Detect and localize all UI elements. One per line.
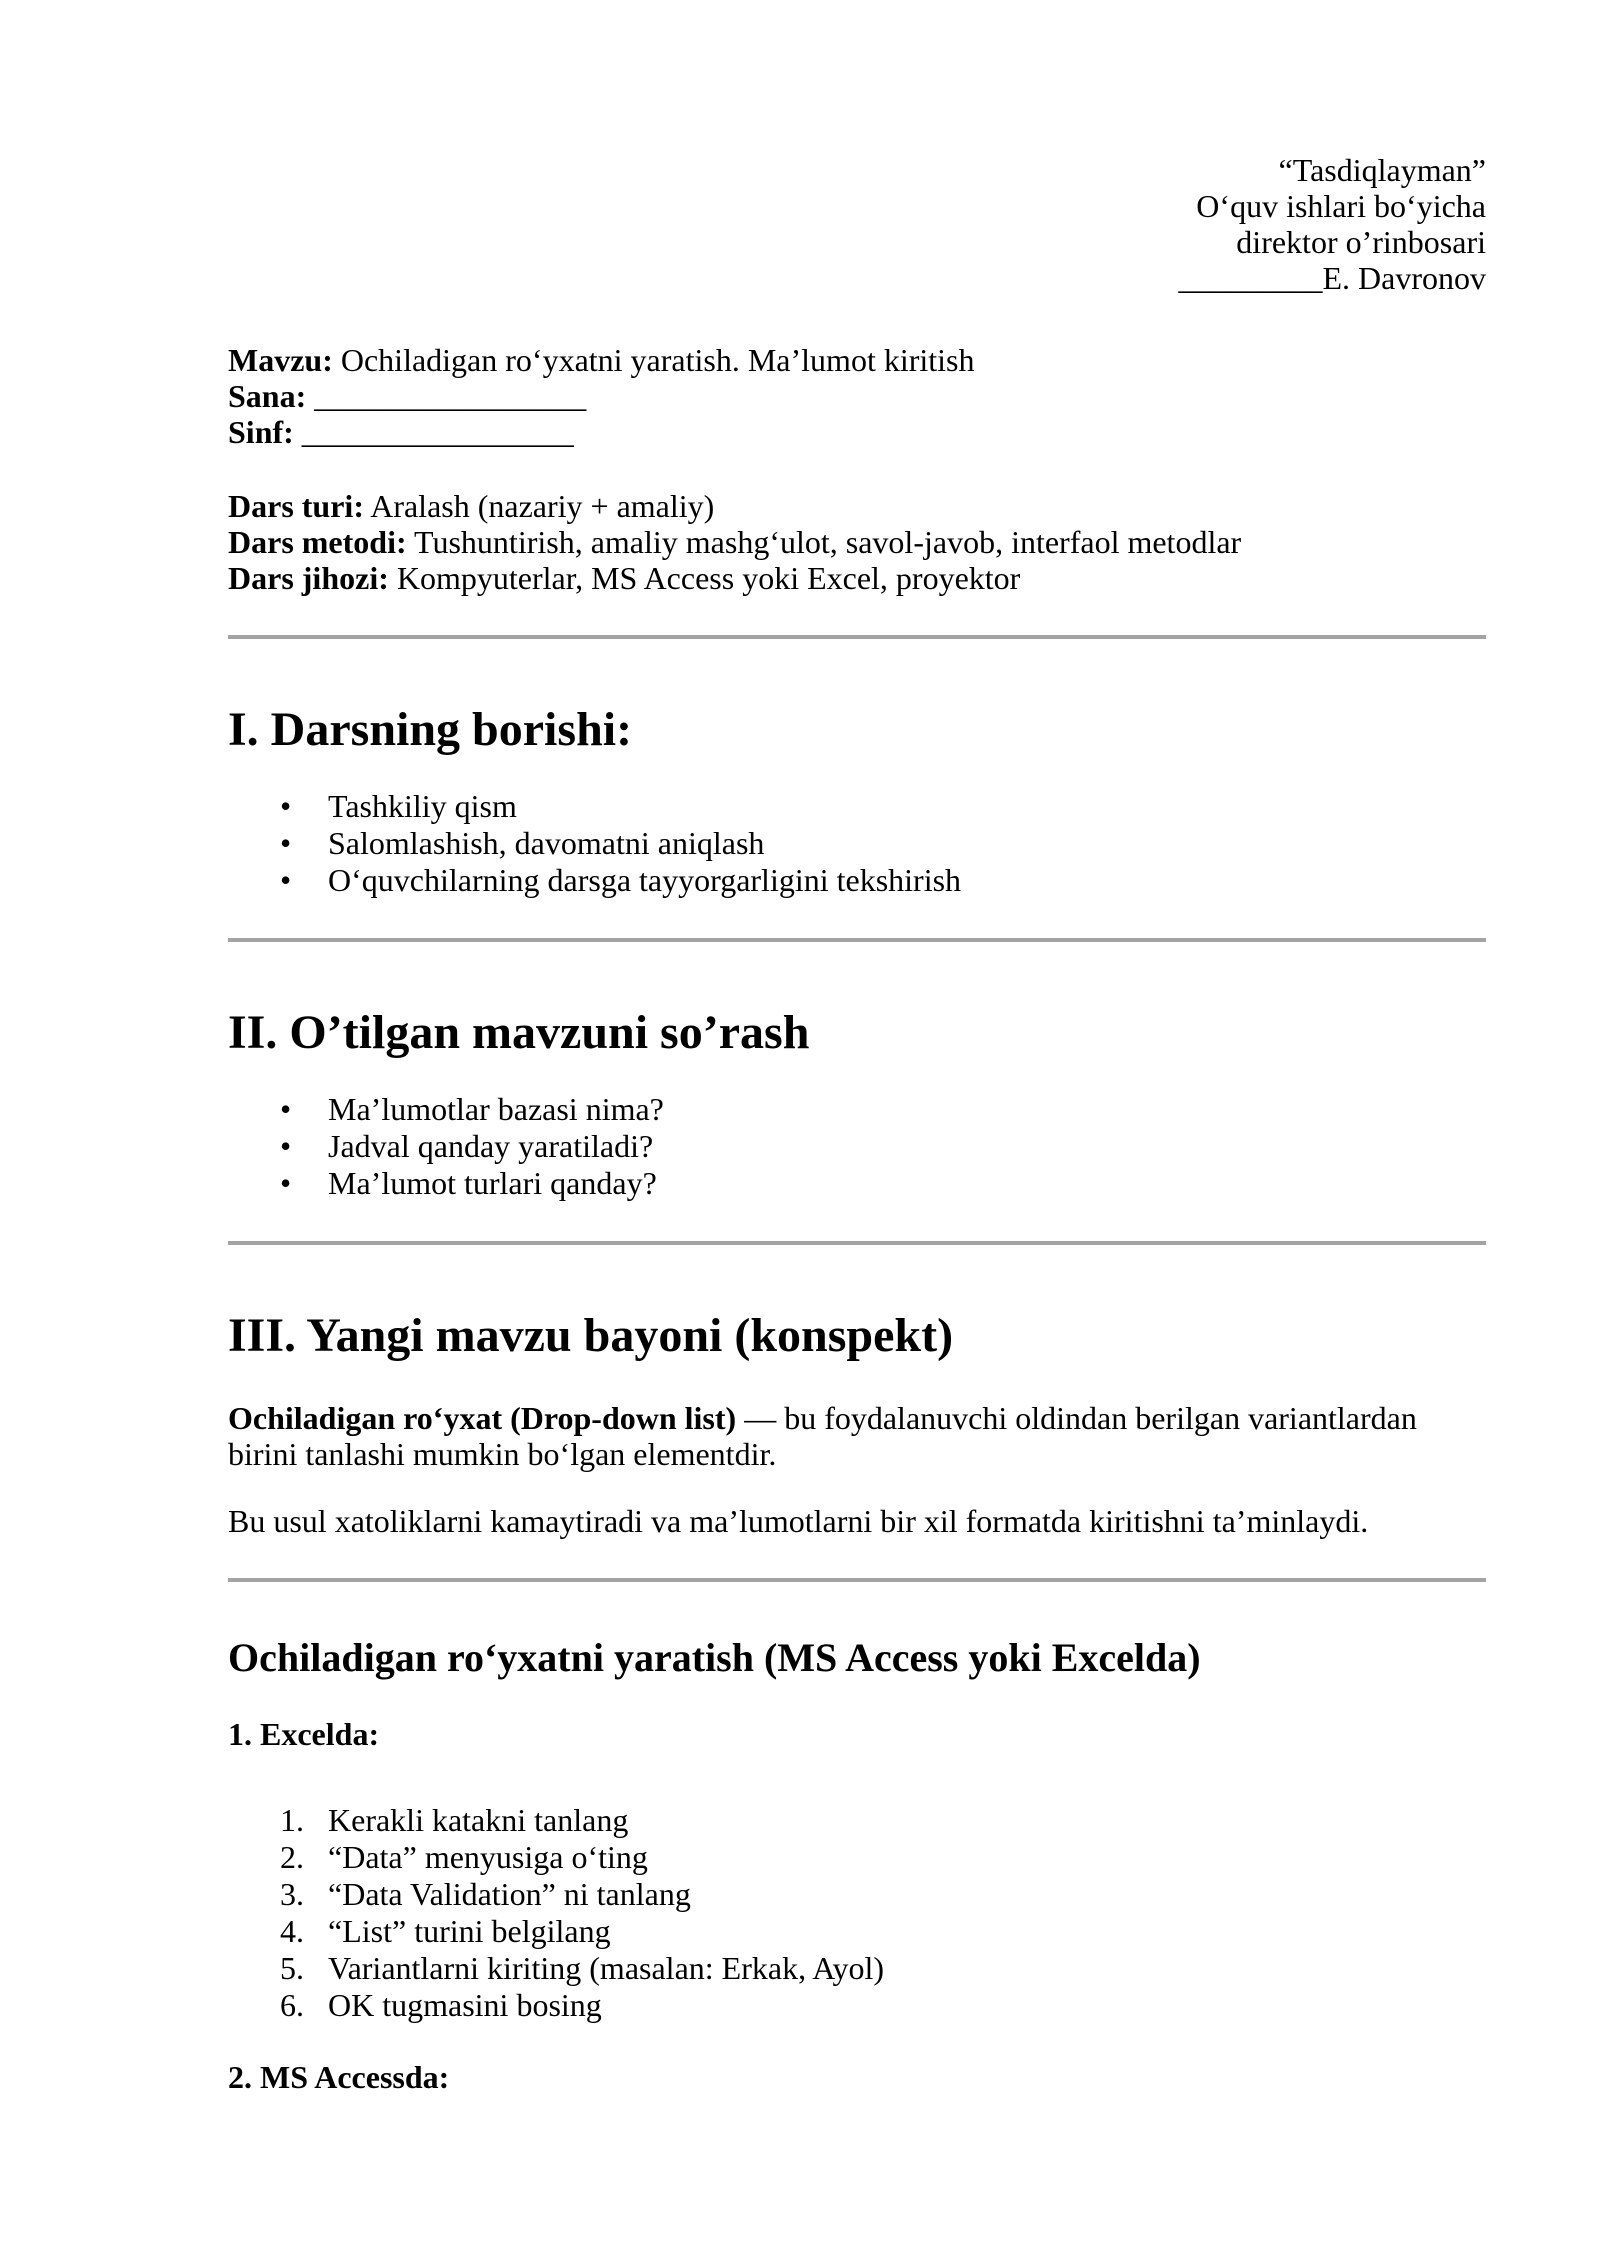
list-item	[228, 862, 1486, 899]
approval-line: O‘quv ishlari bo‘yicha	[1196, 188, 1486, 224]
field-sinf	[228, 414, 1486, 450]
list-item-text: Tashkiliy qism	[328, 788, 517, 824]
numbered-item	[228, 1876, 1486, 1913]
section-1-title: I. Darsning borishi:	[228, 703, 633, 756]
section-divider	[228, 1241, 1486, 1245]
document-content	[228, 0, 1486, 2096]
list-item	[228, 1091, 1486, 1128]
bullet-marker: •	[280, 825, 292, 861]
list-item-text: Ma’lumot turlari qanday?	[328, 1165, 657, 1201]
subsection-excel-title: 1. Excelda:	[228, 1716, 380, 1752]
dars-metodi-value: Tushuntirish, amaliy mashg‘ulot, savol-javob, interfaol metodlar	[414, 524, 1242, 560]
section-2-title: II. O’tilgan mavzuni so’rash	[228, 1006, 810, 1059]
section-2-bullet-list	[228, 1091, 1486, 1202]
detail-row-dars-jihozi	[228, 560, 1486, 596]
numbered-item-text: Kerakli katakni tanlang	[328, 1802, 629, 1838]
approval-line: “Tasdiqlayman”	[1278, 152, 1486, 188]
numbered-item-text: “List” turini belgilang	[328, 1913, 611, 1949]
numbered-item	[228, 1987, 1486, 2024]
mavzu-value: Ochiladigan ro‘yxatni yaratish. Ma’lumot kiritish	[340, 342, 975, 378]
subsection-access-title: 2. MS Accessda:	[228, 2059, 450, 2095]
sinf-blank-line: _________________	[301, 414, 574, 450]
sinf-label: Sinf:	[228, 414, 294, 450]
field-mavzu	[228, 342, 1486, 378]
number-marker: 2.	[280, 1839, 304, 1875]
number-marker: 6.	[280, 1987, 304, 2023]
approval-signature-line: _________E. Davronov	[1178, 260, 1486, 296]
list-item-text: O‘quvchilarning darsga tayyorgarligini tekshirish	[328, 862, 962, 898]
header-fields	[228, 342, 1486, 450]
dars-jihozi-value: Kompyuterlar, MS Access yoki Excel, proyektor	[396, 560, 1021, 596]
section-divider	[228, 635, 1486, 639]
dars-turi-label: Dars turi:	[228, 488, 364, 524]
detail-row-dars-metodi	[228, 524, 1486, 560]
section-divider	[228, 1578, 1486, 1582]
detail-row-dars-turi	[228, 488, 1486, 524]
numbered-item	[228, 1950, 1486, 1987]
section-3-title: III. Yangi mavzu bayoni (konspekt)	[228, 1309, 954, 1362]
dars-jihozi-label: Dars jihozi:	[228, 560, 389, 596]
note-paragraph: Bu usul xatoliklarni kamaytiradi va ma’lumotlarni bir xil formatda kiritishni ta’minlaydi.	[228, 1503, 1369, 1539]
numbered-item-text: “Data Validation” ni tanlang	[328, 1876, 691, 1912]
list-item	[228, 825, 1486, 862]
list-item	[228, 1128, 1486, 1165]
list-item	[228, 1165, 1486, 1202]
dars-turi-value: Aralash (nazariy + amaliy)	[370, 488, 715, 524]
numbered-item	[228, 1839, 1486, 1876]
list-item-text: Ma’lumotlar bazasi nima?	[328, 1091, 664, 1127]
list-item	[228, 788, 1486, 825]
numbered-item-text: “Data” menyusiga o‘ting	[328, 1839, 648, 1875]
number-marker: 4.	[280, 1913, 304, 1949]
mavzu-label: Mavzu:	[228, 342, 333, 378]
list-item-text: Salomlashish, davomatni aniqlash	[328, 825, 765, 861]
definition-text: — bu foydalanuvchi oldindan berilgan variantlardan birini tanlashi mumkin bo‘lgan elementdir.	[228, 1400, 1417, 1472]
approval-block	[228, 152, 1486, 296]
definition-paragraph	[228, 1400, 1486, 1472]
numbered-item	[228, 1913, 1486, 1950]
excel-steps-list	[228, 1802, 1486, 2024]
dars-metodi-label: Dars metodi:	[228, 524, 407, 560]
bullet-marker: •	[280, 788, 292, 824]
number-marker: 1.	[280, 1802, 304, 1838]
section-4-title: Ochiladigan ro‘yxatni yaratish (MS Access yoki Excelda)	[228, 1635, 1201, 1680]
bullet-marker: •	[280, 1128, 292, 1164]
bullet-marker: •	[280, 862, 292, 898]
bullet-marker: •	[280, 1091, 292, 1127]
numbered-item	[228, 1802, 1486, 1839]
bullet-marker: •	[280, 1165, 292, 1201]
field-sana	[228, 378, 1486, 414]
list-item-text: Jadval qanday yaratiladi?	[328, 1128, 654, 1164]
sana-label: Sana:	[228, 378, 307, 414]
number-marker: 5.	[280, 1950, 304, 1986]
section-divider	[228, 938, 1486, 942]
numbered-item-text: Variantlarni kiriting (masalan: Erkak, Ayol)	[328, 1950, 885, 1986]
lesson-details	[228, 488, 1486, 596]
numbered-item-text: OK tugmasini bosing	[328, 1987, 602, 2023]
section-1-bullet-list	[228, 788, 1486, 899]
number-marker: 3.	[280, 1876, 304, 1912]
approval-line: direktor o’rinbosari	[1236, 224, 1486, 260]
definition-term: Ochiladigan ro‘yxat (Drop-down list)	[228, 1400, 737, 1436]
sana-blank-line: _________________	[314, 378, 587, 414]
